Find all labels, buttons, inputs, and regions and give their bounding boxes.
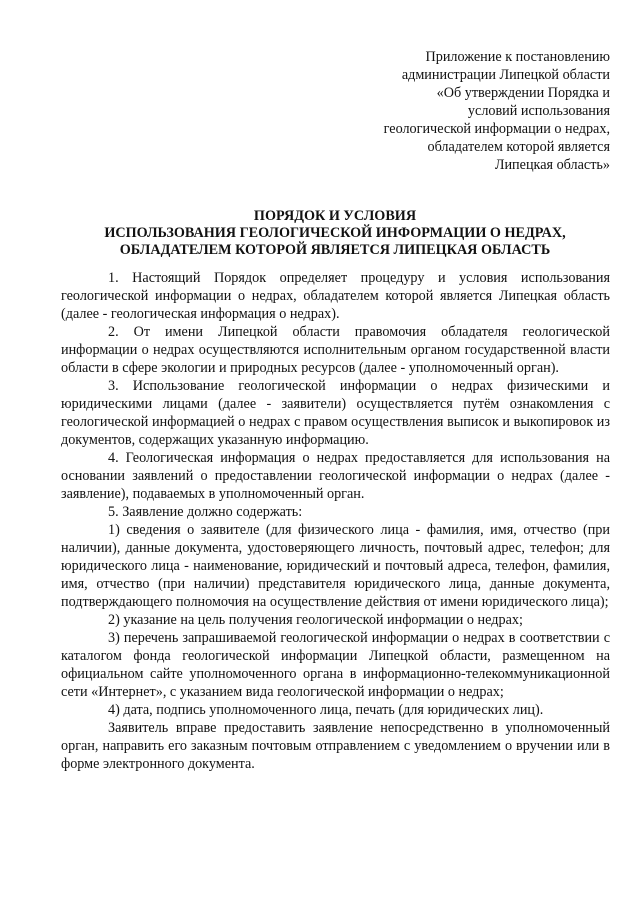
paragraph-applicant: Заявитель вправе предоставить заявление непосредственно в уполномоченный орган, направить его заказным почтовым отправлением с уведомлением о вручении или в форме электронного документа. (61, 720, 610, 772)
paragraph-1: 1. Настоящий Порядок определяет процедуру и условия использования геологической информации о недрах, обладателем которой является Липецкая область (далее - геологическая информация о недрах). (61, 270, 610, 322)
appendix-line: обладателем которой является (427, 139, 610, 155)
title-line: ОБЛАДАТЕЛЕМ КОТОРОЙ ЯВЛЯЕТСЯ ЛИПЕЦКАЯ ОБЛАСТЬ (119, 242, 551, 258)
appendix-line: Приложение к постановлению (425, 49, 610, 65)
paragraph-4: 4. Геологическая информация о недрах предоставляется для использования на основании заявлений о предоставлении геологической информации о недрах (далее - заявление), подаваемых в уполномоченный орган. (61, 450, 610, 502)
paragraph-3: 3. Использование геологической информации о недрах физическими и юридическими лицами (далее - заявители) осуществляется путём ознакомления с геологической информацией о недрах с правом осуществления выписок и выкопировок из документов, содержащих указанную информацию. (61, 378, 610, 448)
appendix-line: геологической информации о недрах, (383, 121, 610, 137)
list-item-3: 3) перечень запрашиваемой геологической информации о недрах в соответствии с каталогом фонда геологической информации Липецкой области, размещенном на официальном сайте уполномоченного органа в информационно-телекоммуникационной сети «Интернет», с указанием вида геологической информации о недрах; (61, 630, 610, 700)
title-line: ИСПОЛЬЗОВАНИЯ ГЕОЛОГИЧЕСКОЙ ИНФОРМАЦИИ О НЕДРАХ, (104, 225, 566, 241)
document-title (60, 208, 610, 259)
title-line: ПОРЯДОК И УСЛОВИЯ (253, 208, 417, 224)
document-body (61, 269, 610, 773)
paragraph-5: 5. Заявление должно содержать: (108, 504, 303, 520)
appendix-line: администрации Липецкой области (401, 67, 610, 83)
list-item-1: 1) сведения о заявителе (для физического лица - фамилия, имя, отчество (при наличии), данные документа, удостоверяющего личность, почтовый адрес, телефон; для юридического лица - наименование, юридический и почтовый адреса, телефон, фамилия, имя, отчество (при наличии) представителя юридического лица, данные документа, подтверждающего полномочия на осуществление действия от имени юридического лица); (61, 522, 610, 610)
appendix-line: условий использования (467, 103, 610, 119)
appendix-line: Липецкая область» (494, 157, 610, 173)
appendix-note (350, 48, 610, 174)
list-item-2: 2) указание на цель получения геологической информации о недрах; (108, 612, 523, 628)
appendix-line: «Об утверждении Порядка и (436, 85, 610, 101)
list-item-4: 4) дата, подпись уполномоченного лица, печать (для юридических лиц). (108, 702, 544, 718)
paragraph-2: 2. От имени Липецкой области правомочия обладателя геологической информации о недрах осуществляются исполнительным органом государственной власти области в сфере экологии и природных ресурсов (далее - уполномоченный орган). (61, 324, 610, 376)
